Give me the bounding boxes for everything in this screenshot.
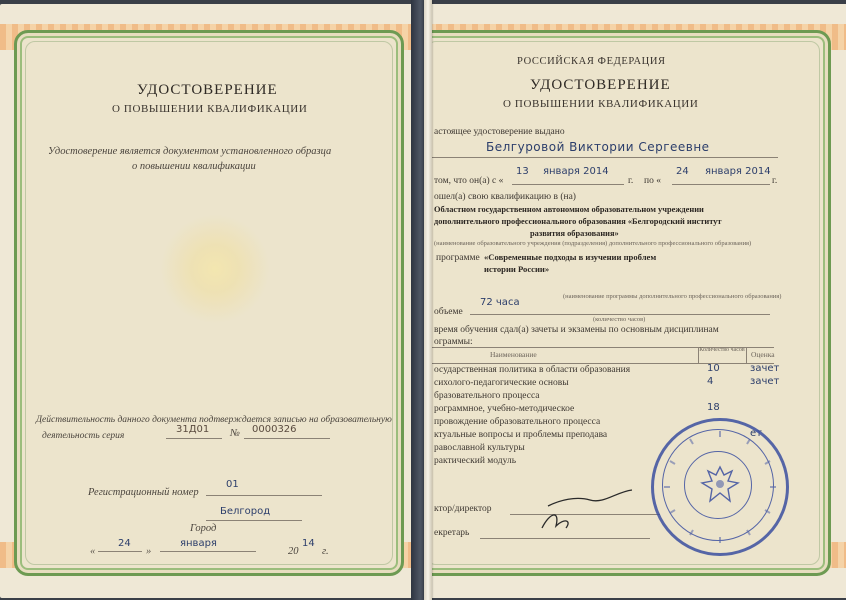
- date-year: 14: [302, 538, 315, 549]
- reg-number-label: Регистрационный номер: [88, 487, 199, 498]
- subject-name: рактический модуль: [434, 456, 517, 466]
- volume-note: (количество часов): [593, 316, 646, 323]
- program-line1: «Современные подходы в изучении проблем: [484, 252, 657, 262]
- exam-line1: время обучения сдал(а) зачеты и экзамены по основным дисциплинам: [434, 325, 719, 335]
- to-label: по «: [644, 176, 661, 186]
- subject-hours: 4: [707, 376, 714, 387]
- city-label: Город: [190, 523, 217, 534]
- right-title: УДОСТОВЕРЕНИЕ: [530, 77, 671, 93]
- number-value: 0000326: [252, 424, 297, 435]
- signatures: [520, 470, 660, 540]
- subject-name: бразовательного процесса: [434, 391, 540, 401]
- header-hours: Количество часов: [699, 347, 745, 353]
- subject-grade: зачет: [750, 376, 780, 387]
- validity-line1: Действительность данного документа подтверждается записью на образовательную: [36, 415, 392, 425]
- director-signature: [548, 490, 632, 506]
- bookmark-ribbon: [424, 0, 432, 600]
- subject-name: ктуальные вопросы и проблемы преподава: [434, 430, 608, 440]
- left-description-line2: о повышении квалификации: [132, 161, 256, 172]
- subject-name: осударственная политика в области образования: [434, 365, 631, 375]
- to-month: января 2014: [705, 166, 771, 177]
- volume-label: объеме: [434, 307, 463, 317]
- passed-label: ошел(а) свою квалификацию в (на): [434, 192, 576, 202]
- institution-note: (наименование образовательного учреждения (подразделения) дополнительного профессионального образования): [434, 240, 752, 247]
- official-stamp: [651, 418, 789, 556]
- left-description-line1: Удостоверение является документом установленного образца: [48, 146, 332, 157]
- person-name: Белгуровой Виктории Сергеевне: [486, 140, 710, 154]
- reg-number-value: 01: [226, 479, 239, 490]
- header-name: Наименование: [490, 350, 537, 359]
- number-label: №: [230, 428, 240, 439]
- validity-line2: деятельность серия: [42, 431, 125, 441]
- left-subtitle: О ПОВЫШЕНИИ КВАЛИФИКАЦИИ: [112, 103, 308, 115]
- subject-grade: ет: [750, 428, 762, 439]
- secretary-signature: [542, 515, 568, 528]
- subject-name: сихолого-педагогические основы: [434, 378, 569, 388]
- period-prefix: том, что он(а) с «: [434, 176, 504, 186]
- program-line2: истории России»: [484, 264, 550, 274]
- certificate-left-page: УДОСТОВЕРЕНИЕ О ПОВЫШЕНИИ КВАЛИФИКАЦИИ Удостоверение является документом установленного образца о повышении квалификации Действительность данного документа подтверждается записью на образовательную деятельность серия 31Д01 № 0000326 Регистрационный номер 01 Город Белгород « 24 » января 20 14 г.: [0, 4, 416, 598]
- subject-name: рограммное, учебно-методическое: [434, 404, 575, 414]
- institution-line3: развития образования»: [530, 229, 619, 238]
- volume-value: 72 часа: [480, 297, 520, 308]
- subject-grade: зачет: [750, 363, 780, 374]
- from-day: 13: [516, 166, 529, 177]
- subject-name: провождение образовательного процесса: [434, 417, 601, 427]
- subject-hours: 10: [707, 363, 720, 374]
- secretary-label: екретарь: [434, 528, 470, 538]
- right-subtitle: О ПОВЫШЕНИИ КВАЛИФИКАЦИИ: [503, 98, 699, 110]
- program-label: программе: [436, 253, 480, 263]
- issued-label: астоящее удостоверение выдано: [434, 127, 565, 137]
- to-day: 24: [676, 166, 689, 177]
- director-label: ктор/директор: [434, 504, 492, 514]
- subject-name: равославной культуры: [434, 443, 525, 453]
- exam-line2: ограммы:: [434, 337, 473, 347]
- date-day: 24: [118, 538, 131, 549]
- subject-hours: 18: [707, 402, 720, 413]
- from-month: января 2014: [543, 166, 609, 177]
- city-value: Белгород: [220, 506, 271, 517]
- institution-line1: Областном государственном автономном образовательном учреждении: [434, 205, 704, 214]
- series-value: 31Д01: [176, 424, 210, 435]
- date-month: января: [180, 538, 217, 549]
- year-suffix: г.: [322, 546, 329, 557]
- federation-label: РОССИЙСКАЯ ФЕДЕРАЦИЯ: [517, 56, 666, 67]
- institution-line2: дополнительного профессионального образования «Белгородский институт: [434, 217, 722, 226]
- header-grade: Оценка: [751, 350, 775, 359]
- watermark-rosette: [160, 214, 270, 324]
- program-note: (наименование программы дополнительного профессионального образования): [563, 293, 782, 300]
- left-title: УДОСТОВЕРЕНИЕ: [137, 82, 278, 98]
- date-year-prefix: 20: [288, 546, 299, 557]
